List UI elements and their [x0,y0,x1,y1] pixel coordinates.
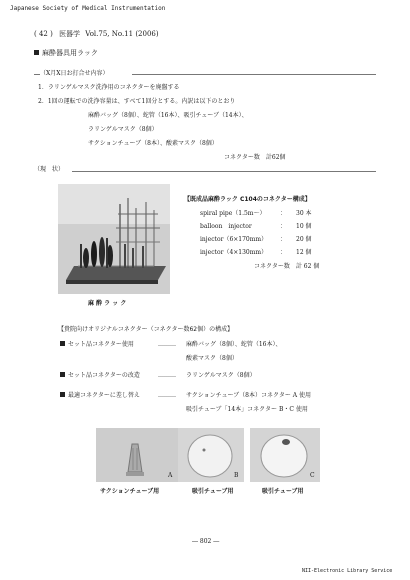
section-title: 麻酔器具用ラック [42,49,98,57]
rack-caption: 麻 酔 ラ ッ ク [88,300,127,307]
square-bullet-icon [60,372,65,377]
square-bullet-icon [60,392,65,397]
photo-letter: B [234,472,239,479]
original-item-desc: サクションチューブ（8本）コネクター A 使用 [186,392,312,399]
square-bullet-icon [34,50,39,55]
existing-row-name: balloon injector [200,223,252,230]
before-label: （現 状） [34,166,65,173]
intro-line-5: サクションチューブ（8本）、酸素マスク（8個） [88,140,218,147]
existing-row-count: 30 本 [296,210,312,217]
photo-caption-b: 吸引チューブ用 [192,488,234,495]
connector-a-illustration [96,428,178,482]
issue-volume: Vol.75, No.11 (2006) [85,30,159,38]
connector-photo-c [250,428,320,482]
original-item-label: セット品コネクターの改造 [68,372,140,379]
photo-letter: A [168,472,173,479]
original-item-dots: ……… [158,341,176,348]
original-config-title: 【貴院向けオリジナルコネクター（コネクター数62個）の構成】 [58,326,234,333]
connector-photo-b [178,428,244,482]
existing-row-sep: ： [280,236,287,243]
existing-row-count: 20 個 [296,236,312,243]
existing-row-sep: ： [280,249,287,256]
existing-row-count: 10 個 [296,223,312,230]
existing-row-name: spiral pipe（1.5m〜） [200,210,266,217]
photo-caption-a: サクションチューブ用 [100,488,160,495]
existing-config-title: 【既成品麻酔ラック C104のコネクター構成】 [184,196,311,203]
intro-line-1: 1．ラリンゲルマスク洗浄用のコネクターを廃盤する [38,84,180,91]
original-item-desc2: 吸引チューブ「14本」コネクター B・C 使用 [186,406,308,413]
section-title-row [34,49,98,58]
issue-line [34,30,159,39]
existing-row-name: injector（4×130mm） [200,249,268,256]
existing-config-total: コネクター数 計 62 個 [254,263,320,270]
existing-row-count: 12 個 [296,249,312,256]
intro-line-2: 2．1回の運転での洗浄容量は、すべて1回分とする。内訳は以下のとおり [38,98,236,105]
original-item-desc: 麻酔バッグ（8個）、蛇管（16本）、 [186,341,282,348]
existing-row-sep: ： [280,210,287,217]
intro-heading: （X月X日お打合せ内容） [40,70,109,77]
original-item-desc2: 酸素マスク（8個） [186,355,238,362]
page-number: ― 802 ― [192,538,220,545]
original-item-label: 最適コネクターに差し替え [68,392,140,399]
footer-service: NII-Electronic Library Service [302,568,393,574]
original-item-dots: ……… [158,372,176,379]
connector-photo-a [96,428,178,482]
original-item-desc: ラリンゲルマスク（8個） [186,372,256,379]
existing-row-sep: ： [280,223,287,230]
original-item [60,341,134,349]
issue-page-ref: ( 42 ) [34,30,53,38]
photo-caption-c: 吸引チューブ用 [262,488,304,495]
intro-line-4: ラリンゲルマスク（8個） [88,126,158,133]
original-item [60,372,140,380]
rack-illustration [58,184,170,294]
original-item [60,392,140,400]
intro-line-3: 麻酔バッグ（8個）、蛇管（16本）、吸引チューブ（14本）、 [88,112,248,119]
society-header: Japanese Society of Medical Instrumentation [10,5,166,12]
anesthesia-rack-photo [58,184,170,294]
intro-total: コネクター数 計62個 [224,154,286,161]
photo-letter: C [310,472,315,479]
original-item-dots: ……… [158,392,176,399]
original-item-label: セット品コネクター使用 [68,341,134,348]
square-bullet-icon [60,341,65,346]
issue-journal: 医器学 [59,30,81,38]
existing-row-name: injector（6×170mm） [200,236,268,243]
